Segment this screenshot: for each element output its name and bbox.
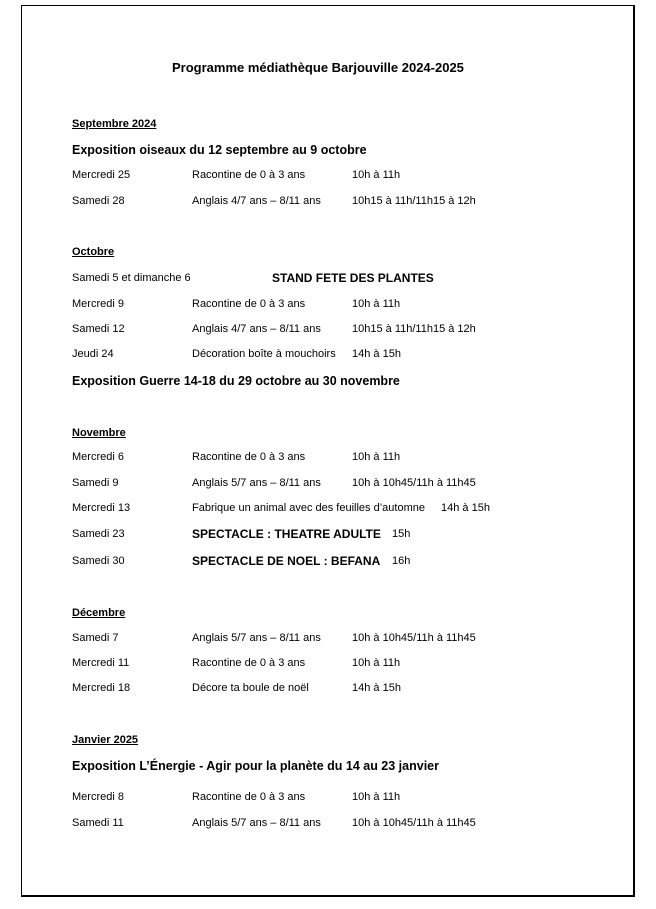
page-title: Programme médiathèque Barjouville 2024-2025 (172, 60, 464, 75)
expo-guerre: Exposition Guerre 14-18 du 29 octobre au 30 novembre (72, 374, 400, 388)
row-day: Samedi 30 (72, 555, 125, 567)
expo-energie: Exposition L’Énergie - Agir pour la planète du 14 au 23 janvier (72, 759, 439, 773)
stand-fete-des-plantes: STAND FETE DES PLANTES (272, 271, 434, 285)
row-time: 10h15 à 11h/11h15 à 12h (352, 323, 476, 335)
row-time: 10h à 10h45/11h à 11h45 (352, 817, 476, 829)
row-activity: Racontine de 0 à 3 ans (192, 791, 306, 803)
row-day: Samedi 11 (72, 817, 124, 829)
row-time: 10h15 à 11h/11h15 à 12h (352, 195, 476, 207)
row-activity: Anglais 5/7 ans – 8/11 ans (192, 477, 321, 489)
row-activity: Décore ta boule de noël (192, 682, 309, 694)
row-day: Mercredi 25 (72, 169, 131, 181)
month-heading-septembre: Septembre 2024 (72, 118, 157, 130)
spectacle-theatre: SPECTACLE : THEATRE ADULTE (192, 527, 381, 541)
row-time: 10h à 11h (352, 451, 401, 463)
row-activity: Racontine de 0 à 3 ans (192, 657, 306, 669)
row-activity: Anglais 4/7 ans – 8/11 ans (192, 323, 321, 335)
row-time: 14h à 15h (441, 502, 490, 514)
row-day: Mercredi 13 (72, 502, 131, 514)
row-activity: Fabrique un animal avec des feuilles d’automne (192, 502, 425, 514)
row-day: Mercredi 11 (72, 657, 130, 669)
row-day: Mercredi 18 (72, 682, 131, 694)
row-day: Jeudi 24 (72, 348, 114, 360)
month-heading-janvier: Janvier 2025 (72, 734, 139, 746)
row-activity: Racontine de 0 à 3 ans (192, 169, 306, 181)
month-heading-decembre: Décembre (72, 607, 126, 619)
row-day: Samedi 23 (72, 528, 125, 540)
row-time: 16h (392, 555, 411, 567)
spectacle-noel: SPECTACLE DE NOEL : BEFANA (192, 554, 381, 568)
row-day: Samedi 28 (72, 195, 125, 207)
row-activity: Racontine de 0 à 3 ans (192, 451, 306, 463)
row-time: 10h à 11h (352, 298, 401, 310)
row-time: 14h à 15h (352, 682, 401, 694)
month-heading-octobre: Octobre (72, 246, 115, 258)
row-day: Mercredi 6 (72, 451, 124, 463)
row-time: 10h à 11h (352, 169, 401, 181)
row-day: Mercredi 9 (72, 298, 124, 310)
row-time: 10h à 10h45/11h à 11h45 (352, 477, 476, 489)
row-day: Samedi 9 (72, 477, 119, 489)
row-day: Samedi 12 (72, 323, 125, 335)
row-day: Samedi 7 (72, 632, 119, 644)
row-activity: Décoration boîte à mouchoirs (192, 348, 336, 360)
month-heading-novembre: Novembre (72, 427, 126, 439)
row-activity: Anglais 5/7 ans – 8/11 ans (192, 632, 321, 644)
row-activity: Anglais 4/7 ans – 8/11 ans (192, 195, 321, 207)
row-day: Mercredi 8 (72, 791, 124, 803)
row-time: 10h à 11h (352, 791, 401, 803)
row-time: 14h à 15h (352, 348, 401, 360)
stand-day: Samedi 5 et dimanche 6 (72, 272, 191, 284)
row-time: 10h à 11h (352, 657, 401, 669)
expo-oiseaux: Exposition oiseaux du 12 septembre au 9 octobre (72, 143, 367, 157)
row-activity: Anglais 5/7 ans – 8/11 ans (192, 817, 321, 829)
row-activity: Racontine de 0 à 3 ans (192, 298, 306, 310)
row-time: 10h à 10h45/11h à 11h45 (352, 632, 476, 644)
row-time: 15h (392, 528, 411, 540)
